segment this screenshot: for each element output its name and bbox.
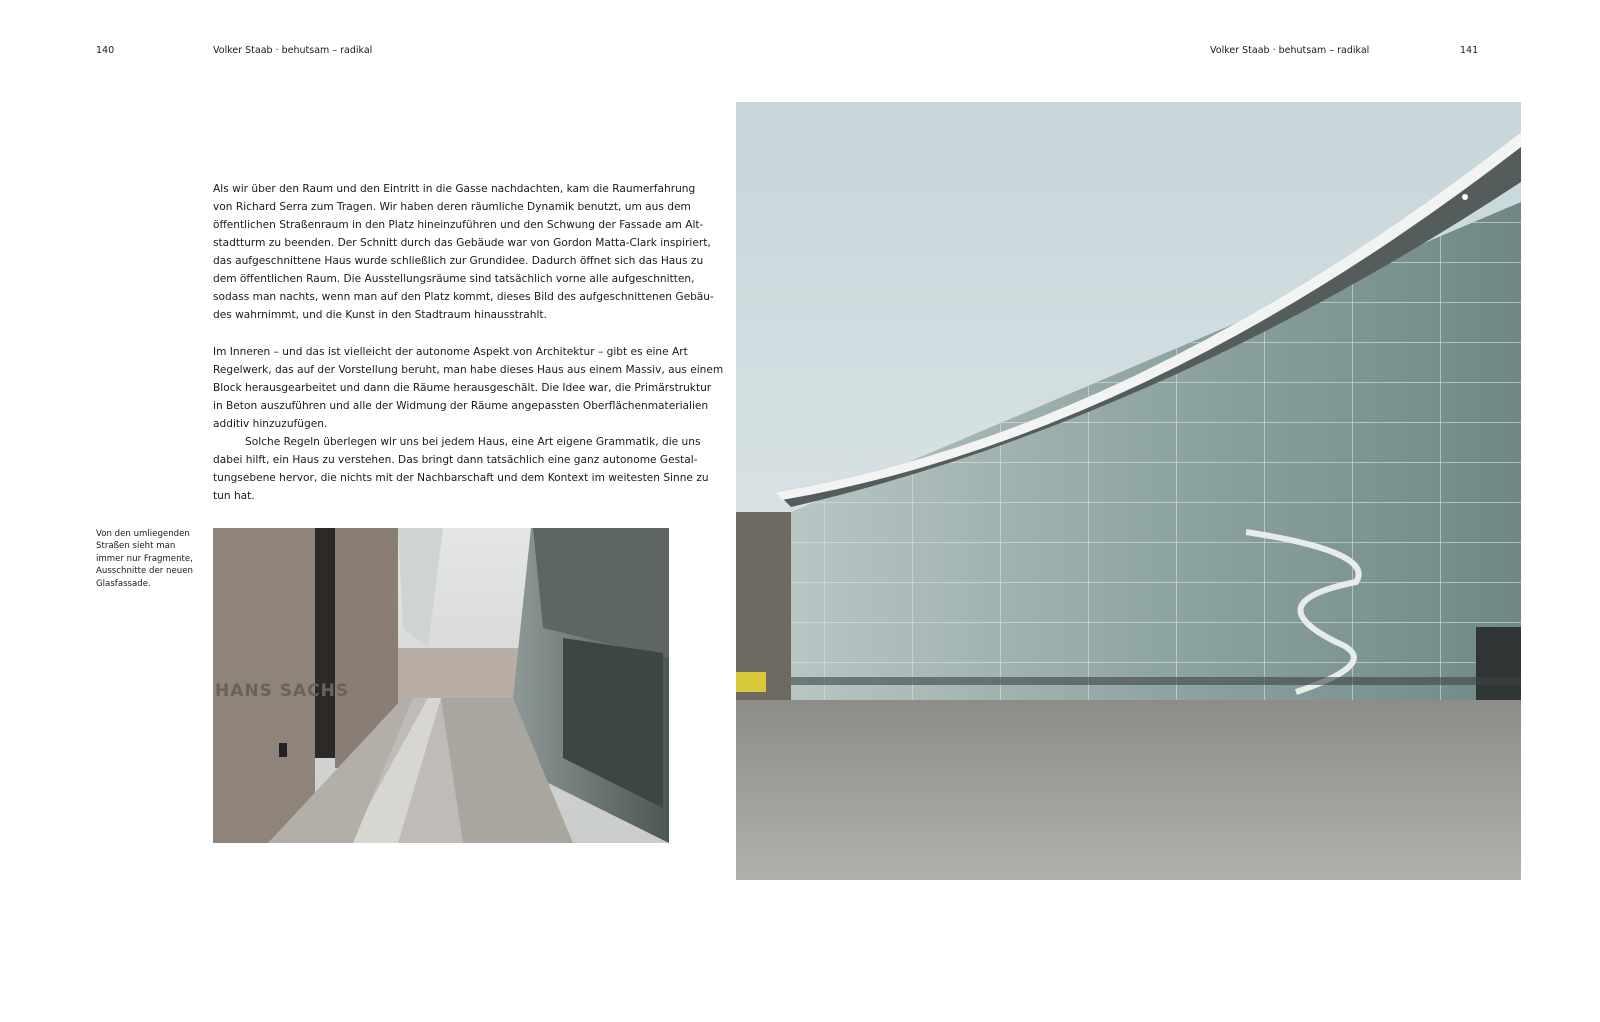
- caption-line: Straßen sieht man: [96, 541, 176, 552]
- text-line: in Beton auszuführen und alle der Widmung der Räume angepassten Oberflächenmaterialien: [213, 400, 709, 413]
- text-line: dem öffentlichen Raum. Die Ausstellungsräume sind tatsächlich vorne alle aufgeschnitten,: [213, 273, 695, 286]
- text-line: das aufgeschnittene Haus wurde schließlich zur Grundidee. Dadurch öffnet sich das Haus zu: [213, 255, 704, 268]
- caption-line: immer nur Fragmente,: [96, 553, 193, 564]
- caption-line: Von den umliegenden: [96, 529, 190, 539]
- text-line: tun hat.: [213, 490, 255, 503]
- text-line: Regelwerk, das auf der Vorstellung beruht, man habe dieses Haus aus einem Massiv, aus einem: [213, 364, 724, 377]
- paragraph-1: [213, 180, 714, 324]
- text-line: Solche Regeln überlegen wir uns bei jedem Haus, eine Art eigene Grammatik, die uns: [245, 436, 701, 448]
- text-line: Als wir über den Raum und den Eintritt in die Gasse nachdachten, kam die Raumerfahrung: [213, 183, 696, 195]
- paragraph-2: [213, 343, 724, 433]
- text-line: dabei hilft, ein Haus zu verstehen. Das bringt dann tatsächlich eine ganz autonome Gestal-: [213, 454, 698, 467]
- text-line: sodass man nachts, wenn man auf den Platz kommt, dieses Bild des aufgeschnittenen Gebäu-: [213, 291, 714, 304]
- alley-photo: [213, 528, 669, 843]
- text-line: stadtturm zu beenden. Der Schnitt durch das Gebäude war von Gordon Matta-Clark inspiriert,: [213, 237, 711, 250]
- caption-line: Ausschnitte der neuen: [96, 566, 193, 577]
- text-line: öffentlichen Straßenraum in den Platz hineinzuführen und den Schwung der Fassade am Alt-: [213, 219, 704, 232]
- text-line: Im Inneren – und das ist vielleicht der autonome Aspekt von Architektur – gibt es eine Art: [213, 346, 688, 358]
- wall-lettering: HANS SACHS: [215, 681, 350, 701]
- caption-line: Glasfassade.: [96, 578, 151, 589]
- left-page-number: 140: [96, 45, 115, 56]
- text-line: des wahrnimmt, und die Kunst in den Stadtraum hinausstrahlt.: [213, 309, 547, 322]
- text-line: Block herausgearbeitet und dann die Räume herausgeschält. Die Idee war, die Primärstruktur: [213, 382, 712, 395]
- left-running-head: Volker Staab · behutsam – radikal: [213, 45, 373, 56]
- text-line: additiv hinzuzufügen.: [213, 418, 328, 431]
- text-line: von Richard Serra zum Tragen. Wir haben deren räumliche Dynamik benutzt, um aus dem: [213, 201, 691, 214]
- glass-facade-photo: [736, 102, 1521, 880]
- right-running-head: Volker Staab · behutsam – radikal: [1210, 45, 1370, 56]
- paragraph-3: [213, 433, 709, 505]
- right-page-number: 141: [1460, 45, 1479, 56]
- photo-caption: [96, 528, 206, 590]
- text-line: tungsebene hervor, die nichts mit der Nachbarschaft und dem Kontext im weitesten Sinne zu: [213, 472, 709, 485]
